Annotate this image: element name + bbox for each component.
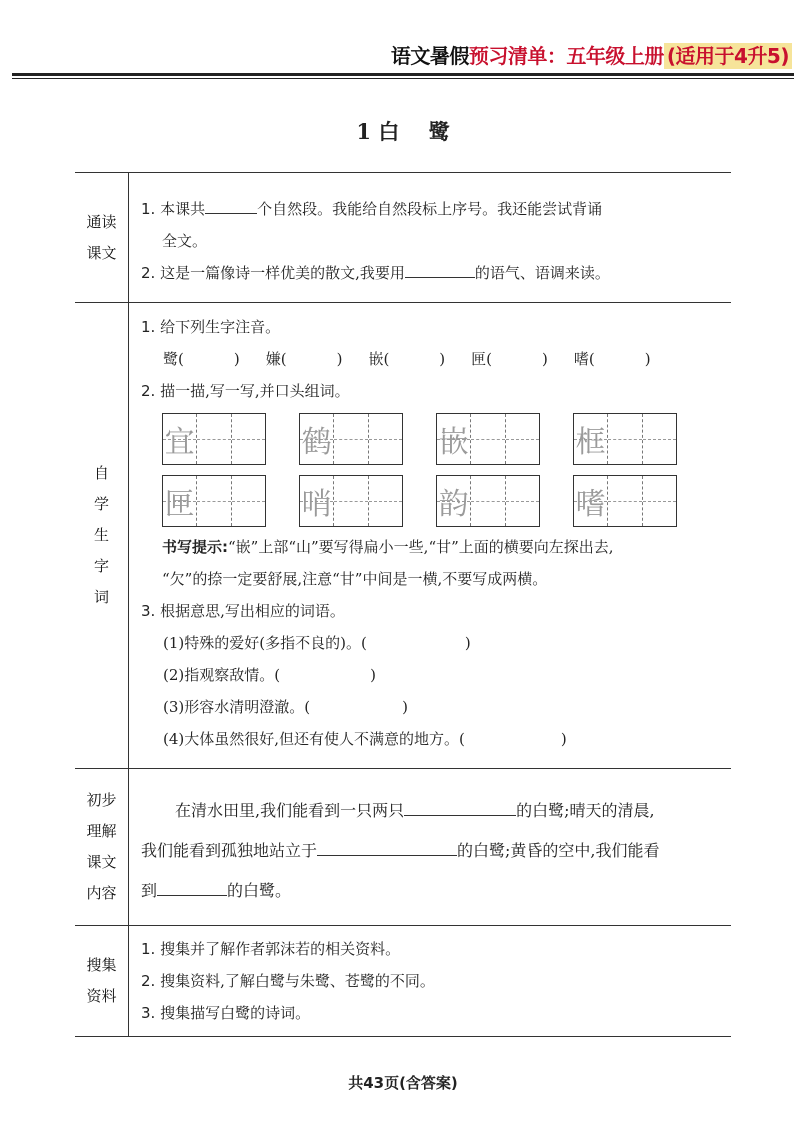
paragraph-text: 的白鹭;晴天的清晨, (516, 801, 655, 820)
section-understand-content (75, 768, 731, 925)
item-text: 这是一篇像诗一样优美的散文,我要用 (160, 264, 405, 282)
pinyin-char: 嫌( (265, 350, 287, 368)
pinyin-paren: ) (336, 350, 343, 368)
label-char: 学 (93, 495, 109, 513)
worksheet-table (75, 172, 731, 1037)
writing-tip-text: “嵌”上部“山”要写得扁小一些,“甘”上面的横要向左探出去, (228, 538, 614, 556)
close-paren: ) (402, 698, 408, 716)
header-title (391, 40, 792, 69)
paragraph-text: 的白鹭;黄昏的空中,我们能看 (457, 841, 660, 860)
item-text: 本课共 (160, 200, 206, 218)
section-learn-characters (75, 302, 731, 768)
item-number: 1. (141, 200, 156, 218)
section-understand-content-body (129, 769, 731, 925)
label-char: 自 (93, 464, 109, 482)
paragraph-text: 的白鹭。 (227, 881, 292, 900)
paragraph-text: 到 (141, 881, 158, 900)
label-char: 词 (93, 588, 109, 606)
pinyin-paren: ) (644, 350, 651, 368)
close-paren: ) (560, 730, 567, 748)
trace-character: 宜 (164, 425, 195, 460)
writing-grid[interactable] (299, 475, 403, 527)
pinyin-paren: ) (233, 350, 240, 368)
section-collect-materials-content (129, 926, 731, 1036)
section-read-text (75, 172, 731, 302)
item-number: 1. (141, 318, 156, 336)
label-line: 理解 (86, 822, 117, 840)
section-read-text-label (75, 173, 129, 302)
writing-grid[interactable] (162, 413, 266, 465)
trace-character: 鹤 (301, 425, 332, 460)
close-paren: ) (464, 634, 471, 652)
label-line: 初步 (86, 791, 117, 809)
writing-grid[interactable] (162, 475, 266, 527)
item-text: 搜集描写白鹭的诗词。 (160, 1004, 311, 1022)
section-learn-characters-label (75, 303, 129, 768)
pinyin-paren: ) (439, 350, 446, 368)
label-char: 字 (93, 557, 109, 575)
header-rule-thin (12, 78, 794, 79)
header-title-part1: 语文暑假 (390, 44, 469, 68)
header-title-badge: (适用于4升5) (664, 43, 792, 69)
sub-question: (4)大体虽然很好,但还有使人不满意的地方。( (163, 730, 465, 748)
pinyin-char: 嵌( (368, 350, 390, 368)
section-collect-materials (75, 925, 731, 1037)
pinyin-paren: ) (542, 350, 548, 368)
writing-grid[interactable] (573, 413, 677, 465)
sub-question: (2)指观察敌情。( (163, 666, 281, 684)
pinyin-char: 匣( (471, 350, 493, 368)
page-footer: 共43页(含答案) (348, 1074, 458, 1092)
pinyin-row (141, 343, 731, 375)
writing-grid[interactable] (299, 413, 403, 465)
label-line: 课文 (86, 243, 117, 262)
header-title-part2: 预习清单：五年级上册 (468, 44, 664, 68)
label-line: 搜集 (86, 956, 117, 974)
fill-blank[interactable] (317, 838, 457, 856)
fill-blank[interactable] (157, 878, 227, 896)
writing-grid[interactable] (573, 475, 677, 527)
close-paren: ) (370, 666, 376, 684)
item-text: 搜集并了解作者郭沫若的相关资料。 (160, 940, 401, 958)
item-text: 根据意思,写出相应的词语。 (160, 602, 345, 620)
item-text: 给下列生字注音。 (160, 318, 281, 336)
writing-grid[interactable] (436, 475, 540, 527)
section-understand-content-label (75, 769, 129, 925)
writing-grid-row (141, 475, 731, 527)
item-number: 3. (141, 602, 156, 620)
section-collect-materials-label (75, 926, 129, 1036)
section-learn-characters-content (129, 303, 731, 768)
trace-character: 嗜 (575, 487, 606, 522)
item-text: 的语气、语调来读。 (474, 264, 610, 282)
item-number: 1. (141, 940, 156, 958)
writing-grid[interactable] (436, 413, 540, 465)
item-number: 3. (141, 1004, 156, 1022)
item-number: 2. (141, 264, 156, 282)
trace-character: 嵌 (438, 425, 469, 460)
trace-character: 韵 (438, 487, 469, 522)
item-text: 描一描,写一写,并口头组词。 (160, 382, 350, 400)
section-read-text-content (129, 173, 731, 302)
item-number: 2. (141, 382, 156, 400)
item-text: 个自然段。我能给自然段标上序号。我还能尝试背诵 (257, 200, 603, 218)
sub-question: (3)形容水清明澄澈。( (163, 698, 311, 716)
item-text: 全文。 (162, 232, 208, 250)
label-line: 内容 (86, 884, 117, 902)
trace-character: 哨 (301, 487, 332, 522)
writing-tip-text: “欠”的捺一定要舒展,注意“甘”中间是一横,不要写成两横。 (162, 570, 548, 588)
label-line: 课文 (86, 853, 117, 871)
writing-grid-row (141, 413, 731, 465)
item-text: 搜集资料,了解白鹭与朱鹭、苍鹭的不同。 (160, 972, 435, 990)
sub-question: (1)特殊的爱好(多指不良的)。( (163, 634, 367, 652)
trace-character: 框 (575, 425, 606, 460)
label-char: 生 (93, 526, 109, 544)
label-line: 资料 (86, 987, 117, 1005)
pinyin-char: 嗜( (573, 350, 595, 368)
header-rule-thick (12, 73, 794, 76)
lesson-title: 1 白 鹭 (356, 119, 450, 144)
label-line: 通读 (86, 212, 117, 231)
paragraph-text: 在清水田里,我们能看到一只两只 (175, 801, 405, 820)
writing-tip-label: 书写提示: (162, 538, 228, 556)
fill-blank[interactable] (404, 798, 516, 816)
fill-blank[interactable] (205, 196, 257, 214)
fill-blank[interactable] (405, 260, 475, 278)
paragraph-text: 我们能看到孤独地站立于 (141, 841, 318, 860)
pinyin-char: 鹭( (163, 350, 184, 368)
item-number: 2. (141, 972, 156, 990)
trace-character: 匣 (164, 487, 195, 522)
